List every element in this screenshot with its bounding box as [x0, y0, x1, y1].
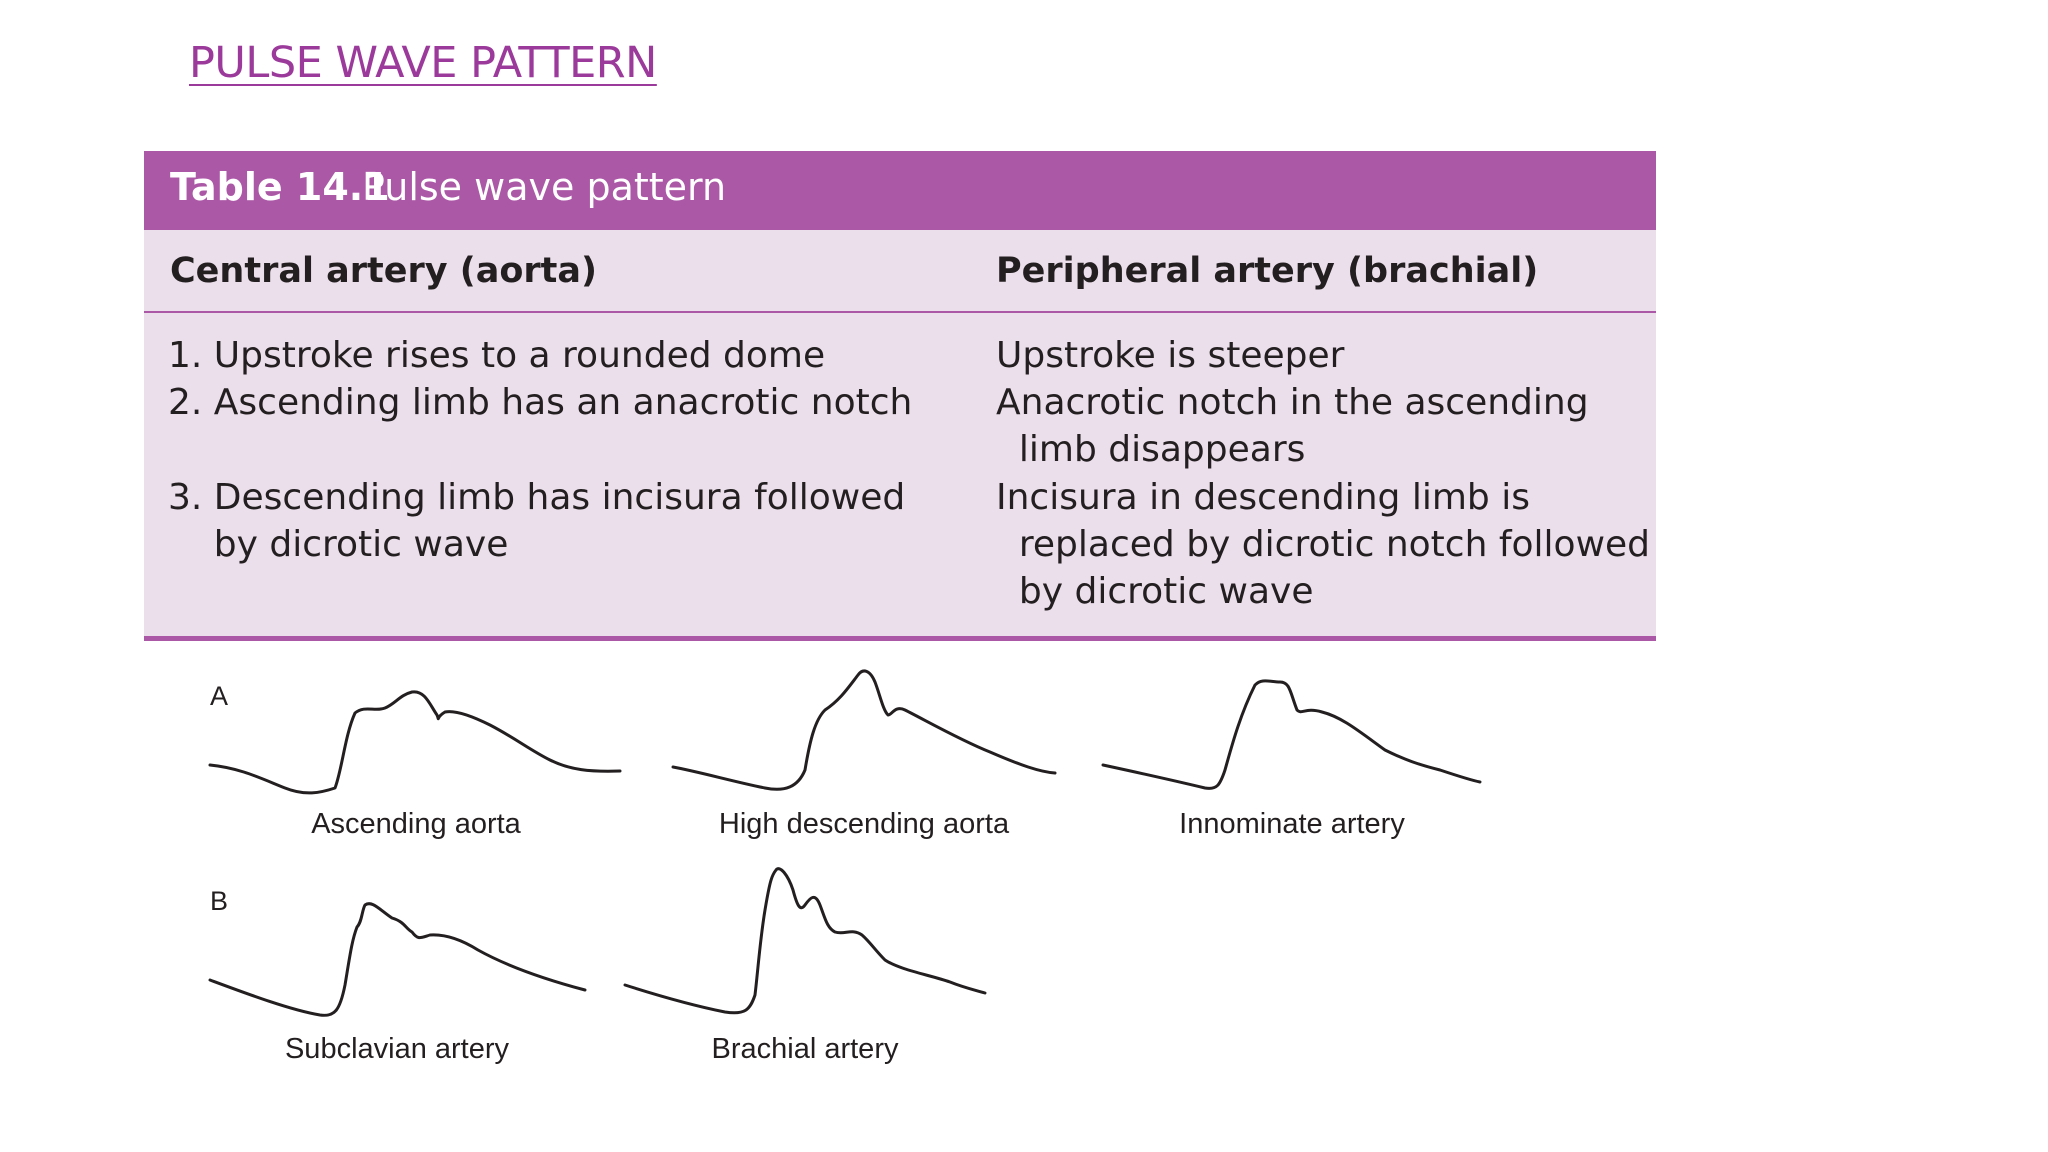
column-header-peripheral: Peripheral artery (brachial) [996, 251, 1539, 291]
waveform-brachial-artery [625, 869, 985, 1013]
waveform-drawings [0, 660, 1560, 1080]
row-3-central: 3. Descending limb has incisura followed by dicrotic wave [168, 477, 906, 565]
panel-label-b: B [210, 886, 229, 916]
table-header-bar [144, 151, 1656, 230]
caption-innominate-artery: Innominate artery [1179, 808, 1405, 840]
row-1-central: 1. Upstroke rises to a rounded dome [168, 335, 826, 376]
caption-high-descending-aorta: High descending aorta [718, 808, 1010, 840]
waveform-ascending-aorta [210, 692, 620, 793]
slide-title: PULSE WAVE PATTERN [189, 38, 657, 88]
caption-ascending-aorta: Ascending aorta [311, 808, 521, 840]
pulse-wave-table [144, 151, 1656, 641]
waveform-high-descending-aorta [673, 671, 1055, 789]
header-divider [144, 311, 1656, 313]
row-2-central: 2. Ascending limb has an anacrotic notch [168, 382, 913, 423]
table-number: Table 14.1 [170, 165, 390, 209]
waveform-subclavian-artery [210, 904, 585, 1016]
pulse-waveform-figure [0, 660, 1560, 1080]
panel-label-a: A [210, 681, 229, 711]
caption-brachial-artery: Brachial artery [711, 1033, 899, 1065]
table-bottom-rule [144, 636, 1656, 641]
column-header-central: Central artery (aorta) [170, 251, 598, 291]
waveform-innominate-artery [1103, 681, 1480, 789]
row-1-peripheral: Upstroke is steeper [996, 335, 1345, 376]
caption-subclavian-artery: Subclavian artery [284, 1033, 510, 1065]
row-3-peripheral: Incisura in descending limb is replaced by dicrotic notch followed by dicrotic wave [996, 477, 1651, 612]
table-caption: Pulse wave pattern [362, 165, 727, 209]
row-2-peripheral: Anacrotic notch in the ascending limb disappears [996, 382, 1589, 470]
